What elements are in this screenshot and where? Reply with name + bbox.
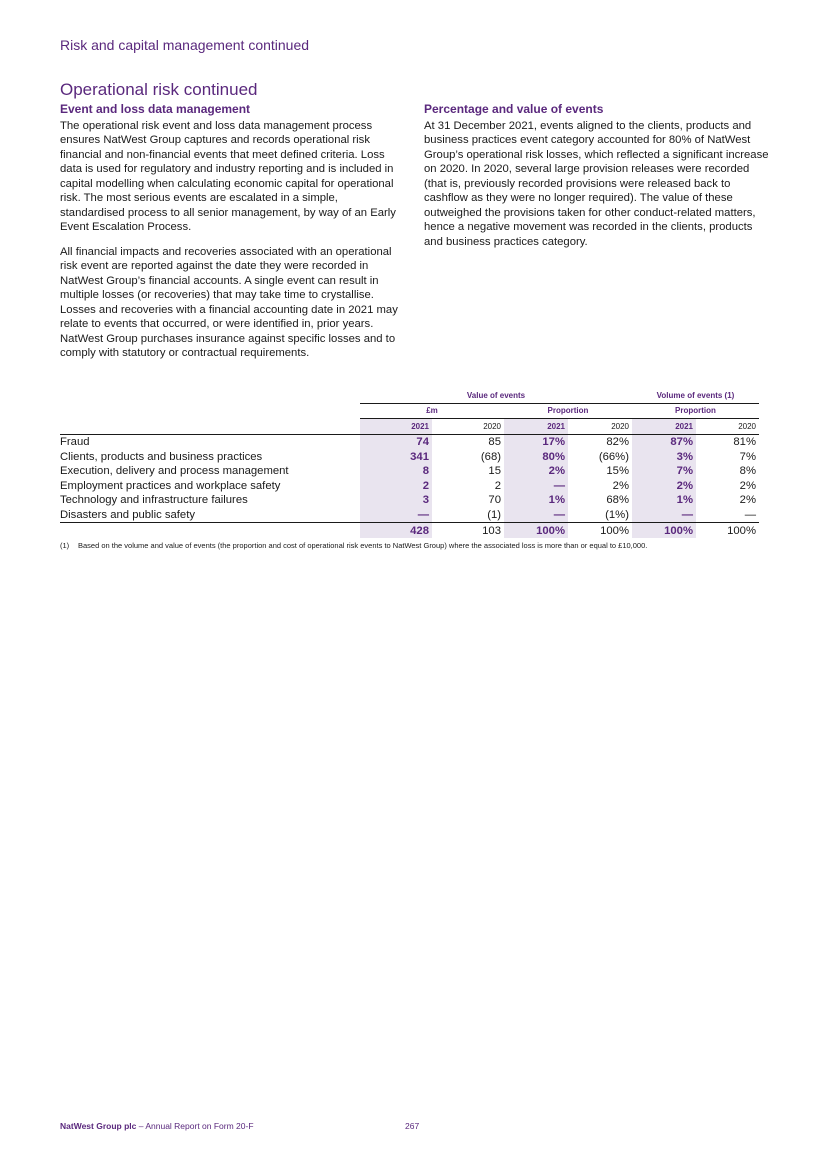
row-label: Clients, products and business practices (60, 450, 263, 463)
value-2021-cell: — (360, 508, 432, 523)
year-2020-header: 2020 (568, 419, 632, 435)
proportion-volume-2021-cell: 1% (632, 493, 696, 508)
table-total-row (60, 523, 759, 538)
table-row (60, 449, 759, 464)
value-2020-cell: 70 (488, 494, 501, 507)
proportion-volume-2021-cell: 7% (632, 464, 696, 479)
proportion-value-2021-cell: 2% (504, 464, 568, 479)
proportion-value-2021-cell: 80% (504, 449, 568, 464)
right-heading: Percentage and value of events (424, 102, 604, 116)
proportion-volume-2020-cell: 81% (733, 436, 756, 449)
proportion-volume-2020-cell: 2% (739, 479, 756, 492)
value-2021-cell: 8 (360, 464, 432, 479)
footnote-number: (1) (60, 541, 70, 550)
row-label: Technology and infrastructure failures (60, 494, 248, 507)
proportion-value-2020-cell: 15% (606, 465, 629, 478)
value-2020-cell: 2 (494, 479, 501, 492)
table-row (60, 508, 759, 523)
proportion-value-2020-cell: 68% (606, 494, 629, 507)
table-row (60, 434, 759, 449)
year-2021-header: 2021 (504, 419, 568, 435)
proportion-value-2020-cell: 2% (612, 479, 629, 492)
page-footer (60, 1121, 420, 1131)
year-2020-header: 2020 (696, 419, 759, 435)
table-row (60, 464, 759, 479)
section-title: Operational risk continued (60, 80, 258, 99)
value-2020-cell: (68) (480, 450, 501, 463)
left-paragraph-2: All financial impacts and recoveries associated with an operational risk event are reported against the date they were recorded in NatWest Group’s financial accounts. A single event can result in multiple losses (or recoveries) that may take time to crystallise. Losses and recoveries with a financial accounting date in 2021 may relate to events that occurred, or were identified in, prior years. NatWest Group purchases insurance against specific losses and to comply with statutory or contractual requirements. (60, 245, 398, 359)
group-header-value: Value of events (360, 388, 632, 403)
table-row (60, 479, 759, 494)
proportion-value-2021-cell: — (504, 479, 568, 494)
subheader-gbp-m: £m (360, 403, 504, 419)
proportion-value-2020-cell: (66%) (598, 450, 629, 463)
table-footnote (60, 541, 647, 550)
value-2021-cell: 3 (360, 493, 432, 508)
value-2020-cell: 15 (488, 465, 501, 478)
operational-risk-events-table (60, 388, 759, 538)
page-number: 267 (405, 1121, 420, 1131)
row-label: Employment practices and workplace safety (60, 479, 281, 492)
year-2021-header: 2021 (632, 419, 696, 435)
total-value-2021: 428 (360, 523, 432, 538)
left-heading: Event and loss data management (60, 102, 251, 116)
row-label: Fraud (60, 436, 90, 449)
row-label: Execution, delivery and process management (60, 465, 289, 478)
value-2021-cell: 341 (360, 449, 432, 464)
subheader-proportion-value: Proportion (504, 403, 632, 419)
table-row (60, 493, 759, 508)
proportion-volume-2020-cell: 8% (739, 465, 756, 478)
proportion-volume-2020-cell: — (744, 509, 756, 522)
proportion-volume-2021-cell: 2% (632, 479, 696, 494)
left-column (60, 102, 405, 371)
group-header-volume: Volume of events (1) (632, 388, 759, 403)
proportion-volume-2020-cell: 7% (739, 450, 756, 463)
year-2020-header: 2020 (432, 419, 504, 435)
proportion-value-2021-cell: 1% (504, 493, 568, 508)
footer-report-name: – Annual Report on Form 20-F (136, 1121, 254, 1131)
right-paragraph-1: At 31 December 2021, events aligned to the clients, products and business practices event category accounted for 80% of NatWest Group’s operational risk losses, which reflected a significant increase on 2020. In 2020, several large provision releases were recorded (that is, previously recorded provisions were released back to cashflow as they were no longer required). The value of these outweighed the provisions taken for other conduct-related matters, hence a negative movement was recorded in the clients, products and business practices category. (424, 119, 769, 248)
total-proportion-volume-2021: 100% (632, 523, 696, 538)
value-2020-cell: 85 (488, 436, 501, 449)
proportion-value-2020-cell: (1%) (605, 509, 629, 522)
proportion-volume-2021-cell: — (632, 508, 696, 523)
value-2021-cell: 2 (360, 479, 432, 494)
value-2020-cell: (1) (487, 509, 501, 522)
year-2021-header: 2021 (360, 419, 432, 435)
value-2021-cell: 74 (360, 434, 432, 449)
proportion-volume-2021-cell: 3% (632, 449, 696, 464)
total-proportion-value-2021: 100% (504, 523, 568, 538)
total-proportion-value-2020: 100% (568, 523, 632, 538)
proportion-value-2020-cell: 82% (606, 436, 629, 449)
total-value-2020: 103 (432, 523, 504, 538)
subheader-proportion-volume: Proportion (632, 403, 759, 419)
proportion-value-2021-cell: 17% (504, 434, 568, 449)
total-proportion-volume-2020: 100% (696, 523, 759, 538)
page-header-title: Risk and capital management continued (60, 37, 310, 53)
footer-brand: NatWest Group plc (60, 1121, 137, 1131)
proportion-value-2021-cell: — (504, 508, 568, 523)
right-column (424, 102, 769, 259)
left-paragraph-1: The operational risk event and loss data management process ensures NatWest Group captures and records operational risk financial and non-financial events that meet defined criteria. Loss data is used for regulatory and industry reporting and is included in capital modelling when calculating economic capital for operational risk. The most serious events are escalated in a simple, standardised process to all senior management, by way of an Early Event Escalation Process. (60, 119, 396, 233)
proportion-volume-2020-cell: 2% (739, 494, 756, 507)
row-label: Disasters and public safety (60, 509, 196, 522)
proportion-volume-2021-cell: 87% (632, 434, 696, 449)
footnote-text: Based on the volume and value of events (the proportion and cost of operational risk events to NatWest Group) where the associated loss is more than or equal to £10,000. (78, 541, 648, 550)
